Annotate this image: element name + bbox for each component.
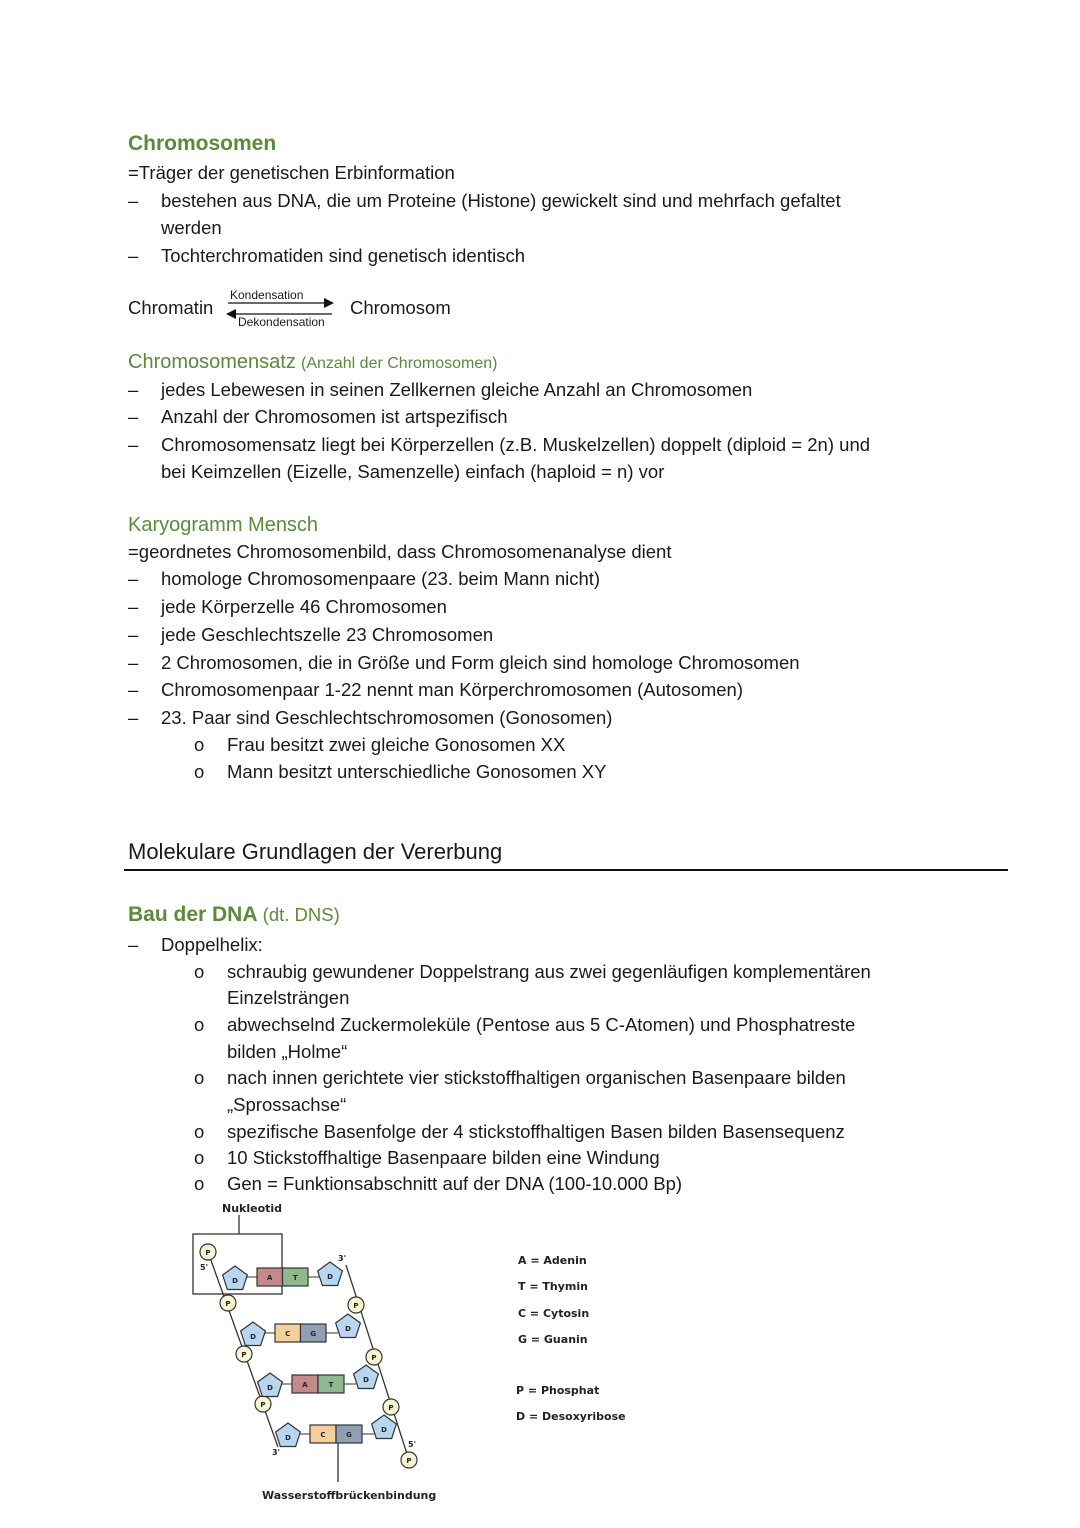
bullet-text: Doppelhelix: [161,934,263,955]
equilibrium-arrows-icon [224,296,336,320]
phosphate-label: P [205,1249,211,1257]
sub-bullet-marker: o [194,1067,205,1088]
bullet-marker: – [128,245,139,266]
bullet-text: Tochterchromatiden sind genetisch identisch [161,245,526,266]
bullet-text: Chromosomenpaar 1-22 nennt man Körperchromosomen (Autosomen) [161,679,744,700]
sugar-label: D [381,1426,387,1434]
sugar-label: D [285,1434,291,1442]
nucleotide-label: Nukleotid [222,1202,283,1215]
sub-bullet-text: abwechselnd Zuckermoleküle (Pentose aus 5 C-Atomen) und Phosphatreste [227,1014,856,1035]
bullet-text: jedes Lebewesen in seinen Zellkernen gleiche Anzahl an Chromosomen [161,379,753,400]
legend-item: C = Cytosin [518,1307,590,1320]
base-label: G [310,1330,317,1338]
legend-item: D = Desoxyribose [516,1410,626,1423]
bullet-marker: – [128,190,139,211]
sub-bullet-text: 10 Stickstoffhaltige Basenpaare bilden eine Windung [227,1147,660,1168]
bullet-marker: – [128,679,139,700]
phosphate-label: P [371,1354,377,1362]
sub-bullet-marker: o [194,1121,205,1142]
phosphate-label: P [353,1302,359,1310]
sub-bullet-text: Einzelsträngen [227,987,350,1008]
base-label: T [328,1381,334,1389]
sub-bullet-text: spezifische Basenfolge der 4 stickstoffhaltigen Basen bilden Basensequenz [227,1121,845,1142]
end-label-5: 5' [408,1440,417,1449]
dna-heading: Bau der DNA [128,903,258,926]
sub-bullet-text: Frau besitzt zwei gleiche Gonosomen XX [227,734,566,755]
sugar-label: D [345,1325,351,1333]
reaction-left: Chromatin [128,297,214,318]
hydrogen-bond-label: Wasserstoffbrückenbindung [262,1489,437,1502]
bullet-text: bei Keimzellen (Eizelle, Samenzelle) einfach (haploid = n) vor [161,461,665,482]
bullet-text: werden [161,217,222,238]
legend-item: T = Thymin [518,1280,588,1293]
chromosomensatz-subtitle: (Anzahl der Chromosomen) [300,355,498,372]
sugar-label: D [327,1273,333,1281]
phosphate-label: P [241,1351,247,1359]
bullet-marker: – [128,568,139,589]
bullet-text: 23. Paar sind Geschlechtschromosomen (Gonosomen) [161,707,613,728]
sub-bullet-text: Gen = Funktionsabschnitt auf der DNA (100-10.000 Bp) [227,1173,683,1194]
bullet-marker: – [128,624,139,645]
base-label: A [267,1274,273,1282]
bullet-text: Chromosomensatz liegt bei Körperzellen (z.B. Muskelzellen) doppelt (diploid = 2n) und [161,434,871,455]
base-label: C [320,1431,326,1439]
bullet-marker: – [128,596,139,617]
base-label: C [285,1330,291,1338]
end-label-5: 5' [200,1263,209,1272]
bullet-text: jede Geschlechtszelle 23 Chromosomen [161,624,494,645]
section-divider [124,869,1008,871]
karyogramm-heading: Karyogramm Mensch [128,514,319,536]
sub-bullet-marker: o [194,1014,205,1035]
sub-bullet-marker: o [194,961,205,982]
chromosomensatz-heading: Chromosomensatz [128,351,296,373]
sub-bullet-text: nach innen gerichtete vier stickstoffhaltigen organischen Basenpaare bilden [227,1067,846,1088]
bullet-text: homologe Chromosomenpaare (23. beim Mann nicht) [161,568,601,589]
section-heading: Molekulare Grundlagen der Vererbung [128,839,503,864]
chromosomen-heading: Chromosomen [128,132,277,155]
sub-bullet-text: bilden „Holme“ [227,1041,348,1062]
reaction-backward-label: Dekondensation [238,315,325,329]
dna-subtitle: (dt. DNS) [262,904,340,925]
sub-bullet-text: Mann besitzt unterschiedliche Gonosomen XY [227,761,607,782]
legend-item: G = Guanin [518,1333,588,1346]
bullet-text: jede Körperzelle 46 Chromosomen [161,596,447,617]
sub-bullet-marker: o [194,761,205,782]
sub-bullet-marker: o [194,1173,205,1194]
sugar-label: D [363,1376,369,1384]
sub-bullet-marker: o [194,1147,205,1168]
base-label: T [292,1274,298,1282]
bullet-marker: – [128,379,139,400]
bullet-marker: – [128,434,139,455]
bullet-marker: – [128,406,139,427]
reaction-forward-label: Kondensation [230,288,304,302]
sub-bullet-marker: o [194,734,205,755]
phosphate-label: P [388,1404,394,1412]
sub-bullet-text: schraubig gewundener Doppelstrang aus zwei gegenläufigen komplementären [227,961,871,982]
phosphate-label: P [406,1457,412,1465]
legend-item: P = Phosphat [516,1384,600,1397]
bullet-marker: – [128,652,139,673]
bullet-text: bestehen aus DNA, die um Proteine (Histone) gewickelt sind und mehrfach gefaltet [161,190,841,211]
phosphate-label: P [260,1401,266,1409]
legend-item: A = Adenin [518,1254,587,1267]
reaction-right: Chromosom [350,297,451,318]
sub-bullet-text: „Sprossachse“ [227,1094,347,1115]
bullet-text: Anzahl der Chromosomen ist artspezifisch [161,406,508,427]
bullet-marker: – [128,707,139,728]
end-label-3: 3' [338,1254,347,1263]
phosphate-label: P [225,1300,231,1308]
chromosomen-definition: =Träger der genetischen Erbinformation [128,162,455,183]
end-label-3: 3' [272,1448,281,1457]
base-label: A [302,1381,308,1389]
bullet-text: 2 Chromosomen, die in Größe und Form gleich sind homologe Chromosomen [161,652,800,673]
sugar-label: D [250,1333,256,1341]
karyogramm-definition: =geordnetes Chromosomenbild, dass Chromosomenanalyse dient [128,541,672,562]
sugar-label: D [267,1384,273,1392]
sugar-label: D [232,1277,238,1285]
bullet-marker: – [128,934,139,955]
dna-diagram [180,1195,640,1515]
base-label: G [346,1431,352,1439]
